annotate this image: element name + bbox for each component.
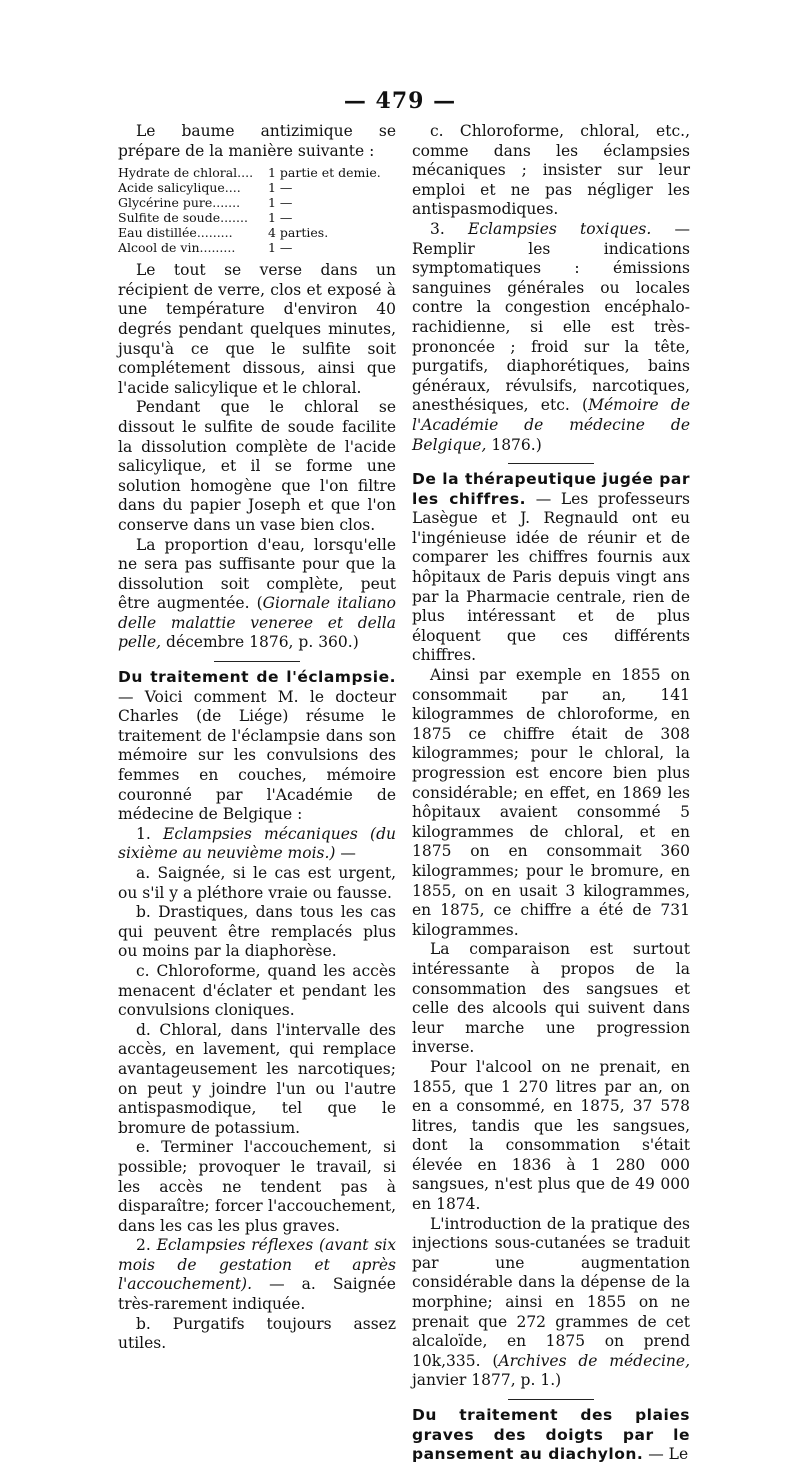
- list-subitem: c. Chloroforme, quand les accès menacent d'éclater et pendant les convulsions cloniques.: [118, 961, 396, 1020]
- text: —: [335, 844, 356, 863]
- citation: Archives de médecine,: [498, 1351, 690, 1370]
- recipe-quantity: 1 —: [268, 180, 293, 196]
- recipe-ingredient: Eau distillée.........: [118, 225, 233, 241]
- text: janvier 1877, p. 1.): [412, 1371, 562, 1390]
- paragraph-with-citation: [412, 1215, 690, 1391]
- paragraph: Ainsi par exemple en 1855 on consommait par an, 141 kilogrammes de chloroforme, en 1875 ce chiffre était de 308 kilogrammes; pour le chloral, la progression est encore bien plus considérable; en effet, en 1869 les hôpitaux avaient consommé 5 kilogrammes de chloral, et en 1875 on en consommait 360 kilogrammes; pour le bromure, en 1855, on en usait 3 kilogrammes, en 1875, ce chiffre a été de 731 kilogrammes.: [412, 666, 690, 939]
- item-number: 2.: [136, 1236, 157, 1255]
- item-title: Eclampsies toxiques.: [468, 219, 652, 238]
- list-subitem: b. Purgatifs toujours assez utiles.: [118, 1314, 396, 1353]
- text: décembre 1876, p. 360.): [161, 633, 359, 652]
- paragraph: Pour l'alcool on ne prenait, en 1855, que 1 270 litres par an, on en a consommé, en 1875, 37 578 litres, tandis que les sangsues, dont la consommation s'était élevée en 1836 à 1 280 000 sangsues, n'est plus que de 49 000 en 1874.: [412, 1057, 690, 1214]
- list-subitem: b. Drastiques, dans tous les cas qui peuvent être remplacés plus ou moins par la diaphorèse.: [118, 903, 396, 961]
- list-subitem: e. Terminer l'accouchement, si possible; provoquer le travail, si les accès ne tendent pas à disparaître; forcer l'accouchement, dans les cas les plus graves.: [118, 1138, 396, 1235]
- recipe-quantity: 1 —: [268, 195, 293, 211]
- paragraph: Le tout se verse dans un récipient de verre, clos et exposé à une température d'environ 40 degrés pendant quelques minutes, jusqu'à ce que le sulfite soit complétement dissous, ainsi que l'acide salicylique et le chloral.: [118, 261, 396, 397]
- text: — Voici comment M. le docteur Charles (de Liége) résume le traitement de l'éclampsie dans son mémoire sur les convulsions des femmes en couches, mémoire couronné par l'Académie de médecine de Belgique :: [118, 687, 396, 824]
- paragraph: La comparaison est surtout intéressante à propos de la consommation des sangsues et celle des alcools qui suivent dans leur marche une progression inverse.: [412, 940, 690, 1057]
- section-heading: Du traitement de l'éclampsie.: [118, 668, 396, 687]
- citation: Giornale italiano delle malattie veneree et della pelle,: [118, 594, 396, 652]
- recipe-ingredient: Glycérine pure.......: [118, 195, 241, 211]
- paragraph: Pendant que le chloral se dissout le sulfite de soude facilite la dissolution complète de l'acide salicylique, et il se forme une solution homogène que l'on filtre dans du papier Joseph et que l'on conserve dans un vase bien clos.: [118, 398, 396, 534]
- recipe-ingredient: Acide salicylique....: [118, 180, 241, 196]
- recipe-row: [118, 195, 396, 210]
- list-item: [412, 220, 690, 455]
- recipe-ingredient: Alcool de vin.........: [118, 240, 236, 256]
- item-title: Eclampsies réflexes (avant six mois de gestation et après l'accouchement).: [118, 1236, 397, 1294]
- section-heading: De la thérapeutique jugée par les chiffres.: [412, 470, 690, 508]
- text: — Les professeurs Lasègue et J. Regnauld ont eu l'ingénieuse idée de réunir et de comparer les chiffres fournis aux hôpitaux de Paris depuis vingt ans par la Pharmacie centrale, rien de plus intéressant et de plus éloquent que ces différents chiffres.: [412, 489, 691, 665]
- text: La proportion d'eau, lorsqu'elle ne sera pas suffisante pour que la dissolution soit complète, peut être augmentée. (: [118, 535, 396, 613]
- text: — Remplir les indications symptomatiques : émissions sanguines générales ou locales contre la congestion encéphalo-rachidienne, si elle est très-prononcée ; froid sur la tête, purgatifs, diaphorétiques, bains généraux, révulsifs, narcotiques, anesthésiques, etc. (: [412, 219, 690, 415]
- recipe-quantity: 4 parties.: [268, 225, 329, 241]
- recipe-row: [118, 225, 396, 240]
- recipe-ingredient: Hydrate de chloral....: [118, 165, 254, 181]
- section-divider: [214, 661, 300, 662]
- text: 1876.): [486, 435, 542, 454]
- item-title: Eclampsies mécaniques (du sixième au neuvième mois.): [118, 824, 396, 863]
- therapeutique-section: [412, 470, 690, 666]
- recipe-table: [118, 165, 396, 255]
- recipe-quantity: 1 partie et demie.: [268, 165, 381, 181]
- list-subitem: d. Chloral, dans l'intervalle des accès, en lavement, qui remplace avantageusement les narcotiques; on peut y joindre l'un ou l'autre antispasmodique, tel que le bromure de potassium.: [118, 1020, 396, 1137]
- recipe-row: [118, 210, 396, 225]
- recipe-row: [118, 180, 396, 195]
- item-number: 1.: [136, 824, 163, 843]
- text: L'introduction de la pratique des injections sous-cutanées se traduit par une augmentation considérable dans la dépense de la morphine; ainsi en 1855 on ne prenait que 272 grammes de cet alcaloïde, en 1875 on prend 10k,335. (: [412, 1214, 690, 1370]
- text: — a. Saignée très-rarement indiquée.: [118, 1275, 396, 1314]
- recipe-ingredient: Sulfite de soude.......: [118, 210, 248, 226]
- recipe-row: [118, 240, 396, 255]
- right-column: [412, 122, 690, 1465]
- section-divider: [508, 463, 594, 464]
- list-item: [118, 825, 396, 864]
- recipe-quantity: 1 —: [268, 240, 293, 256]
- citation: Mémoire de l'Académie de médecine de Belgique,: [412, 396, 690, 454]
- left-column: [118, 122, 396, 1354]
- eclampsie-section: [118, 668, 396, 825]
- recipe-quantity: 1 —: [268, 210, 293, 226]
- list-item: [118, 1236, 396, 1314]
- text: — Le: [643, 1445, 689, 1464]
- paragraph-with-citation: [118, 536, 396, 654]
- item-number: 3.: [430, 219, 468, 238]
- section-divider: [508, 1399, 594, 1400]
- list-subitem: c. Chloroforme, chloral, etc., comme dans les éclampsies mécaniques ; insister sur leur emploi et ne pas négliger les antispasmodiques.: [412, 122, 690, 219]
- baume-intro: Le baume antizimique se prépare de la manière suivante :: [118, 122, 396, 160]
- section-heading: Du traitement des plaies graves des doigts par le pansement au diachylon.: [412, 1406, 690, 1464]
- plaies-section: [412, 1406, 690, 1465]
- recipe-row: [118, 165, 396, 180]
- page-number: — 479 —: [343, 88, 457, 114]
- list-subitem: a. Saignée, si le cas est urgent, ou s'il y a pléthore vraie ou fausse.: [118, 864, 396, 902]
